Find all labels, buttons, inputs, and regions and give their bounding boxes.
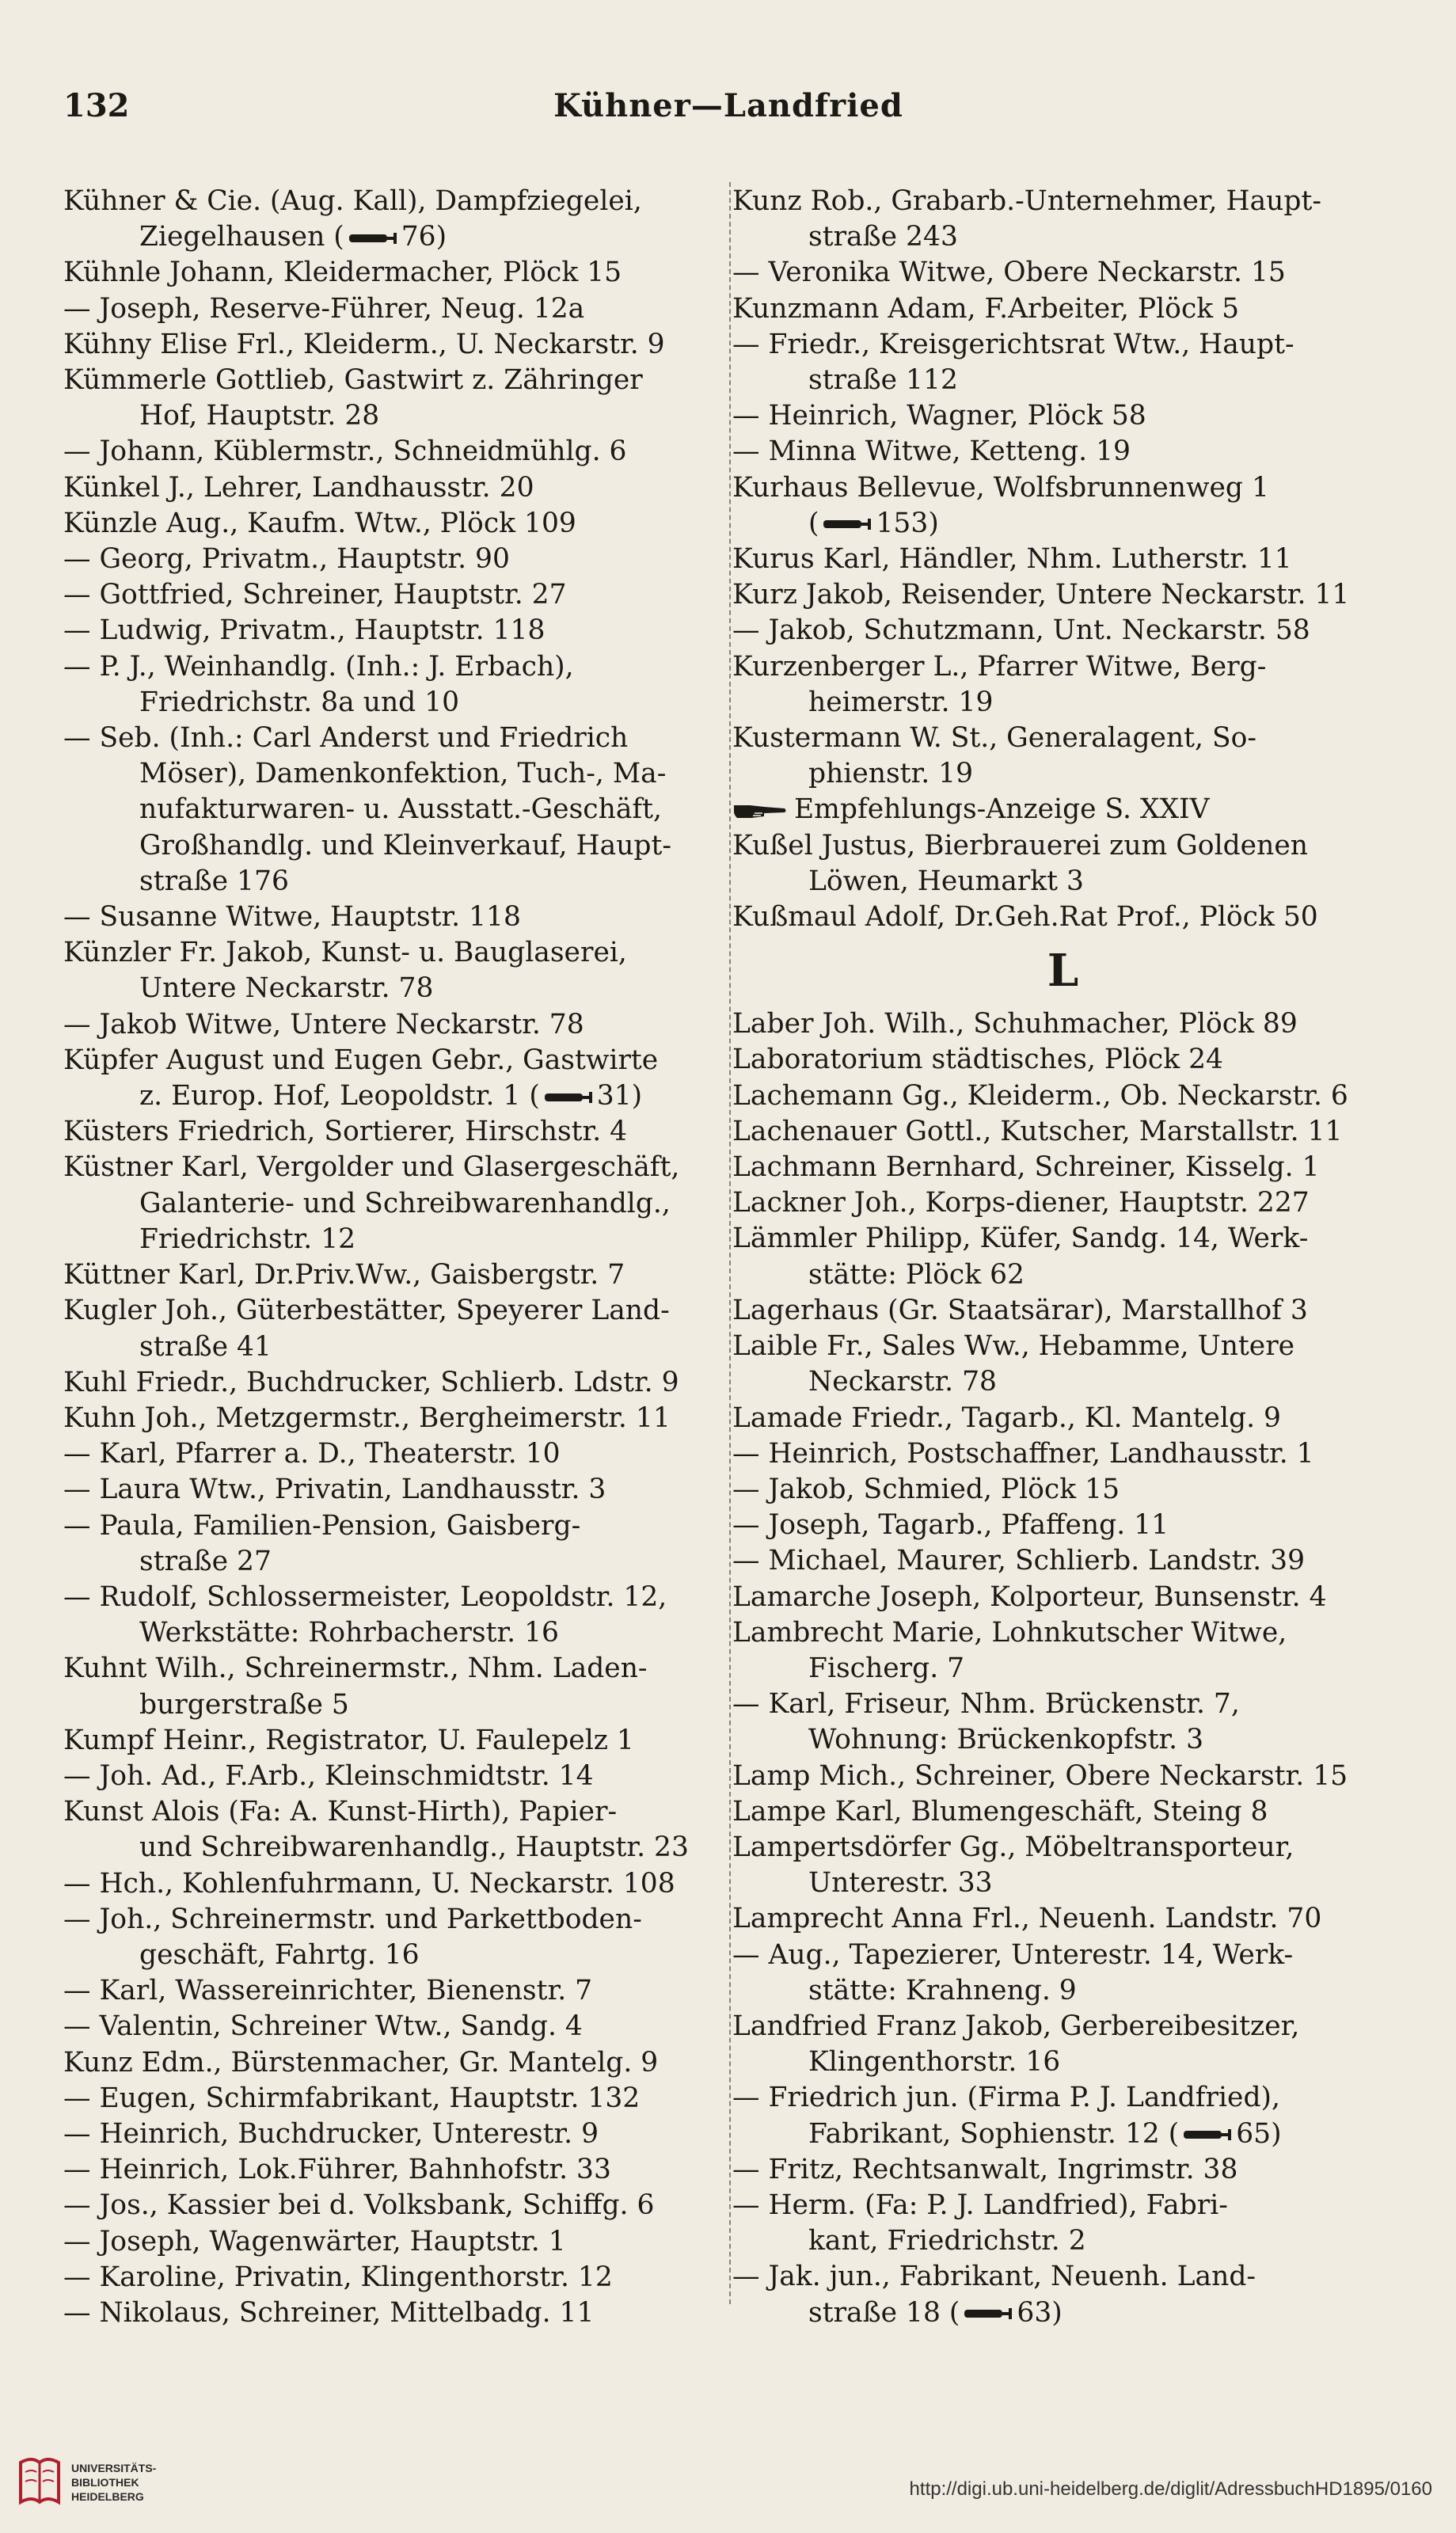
page-header: [63, 87, 1393, 135]
entry-text: heimerstr. 19: [808, 686, 994, 718]
entry-text: — Joseph, Reserve-Führer, Neug. 12a: [63, 292, 585, 325]
entry-text: — Friedr., Kreisgerichtsrat Wtw., Haupt-: [732, 328, 1294, 360]
entry-text: Unterestr. 33: [808, 1867, 993, 1900]
entry-text: Kurus Karl, Händler, Nhm. Lutherstr. 11: [732, 543, 1292, 576]
directory-entry-line: [63, 2295, 724, 2331]
entry-text: — Gottfried, Schreiner, Hauptstr. 27: [63, 579, 567, 611]
directory-entry-line: [63, 1257, 724, 1293]
entry-text: Lagerhaus (Gr. Staatsärar), Marstallhof 3: [732, 1294, 1308, 1326]
entry-text: Kurzenberger L., Pfarrer Witwe, Berg-: [732, 650, 1267, 683]
entry-text: — Aug., Tapezierer, Unterestr. 14, Werk-: [732, 1938, 1294, 1971]
entry-text: — Jakob, Schmied, Plöck 15: [732, 1473, 1120, 1505]
directory-entry-line: [732, 1221, 1393, 1257]
entry-text: Fabrikant, Sophienstr. 12 (: [808, 2117, 1180, 2150]
entry-text: Lamprecht Anna Frl., Neuenh. Landstr. 70: [732, 1903, 1322, 1935]
entry-text: Kunz Edm., Bürstenmacher, Gr. Mantelg. 9: [63, 2046, 659, 2079]
directory-entry-line: [732, 721, 1393, 756]
entry-text: Kuhn Joh., Metzgermstr., Bergheimerstr. 11: [63, 1402, 671, 1434]
entry-text: — Rudolf, Schlossermeister, Leopoldstr. 12,: [63, 1580, 667, 1613]
entry-text: Untere Neckarstr. 78: [139, 972, 434, 1005]
directory-entry-line: [732, 1329, 1393, 1364]
directory-entry-line: [732, 756, 1393, 792]
entry-text: Laible Fr., Sales Ww., Hebamme, Untere: [732, 1330, 1295, 1363]
directory-entry-line: [732, 184, 1393, 219]
entry-text: — Valentin, Schreiner Wtw., Sandg. 4: [63, 2010, 583, 2043]
directory-entry-line: [63, 1043, 724, 1078]
entry-text: — Seb. (Inh.: Carl Anderst und Friedrich: [63, 722, 629, 755]
directory-entry-line: [63, 219, 724, 255]
directory-entry-line: [732, 1938, 1393, 1973]
page-number: 132: [63, 87, 130, 124]
entry-text: straße 18 (: [808, 2296, 960, 2329]
entry-text: — Eugen, Schirmfabrikant, Hauptstr. 132: [63, 2082, 641, 2114]
entry-text: — Laura Wtw., Privatin, Landhausstr. 3: [63, 1474, 606, 1506]
entry-text: — Karoline, Privatin, Klingenthorstr. 12: [63, 2261, 613, 2293]
entry-text: Lampe Karl, Blumengeschäft, Steing 8: [732, 1795, 1268, 1827]
directory-entry-line: [63, 1114, 724, 1150]
entry-text: Wohnung: Brückenkopfstr. 3: [808, 1724, 1204, 1756]
directory-entry-line: [63, 1723, 724, 1759]
directory-entry-line: [732, 542, 1393, 577]
directory-entry-line: [732, 1114, 1393, 1150]
directory-entry-line: [732, 1150, 1393, 1185]
entry-text: Neckarstr. 78: [808, 1366, 997, 1398]
entry-text: — P. J., Weinhandlg. (Inh.: J. Erbach),: [63, 650, 574, 683]
directory-entry-line: [732, 470, 1393, 506]
directory-entry-line: [63, 899, 724, 935]
entry-text: burgerstraße 5: [139, 1688, 349, 1721]
entry-text: Lambrecht Marie, Lohnkutscher Witwe,: [732, 1616, 1287, 1649]
entry-text: straße 41: [139, 1330, 272, 1363]
directory-entry-line: [732, 1185, 1393, 1221]
directory-entry-line: [732, 398, 1393, 434]
entry-text: — Karl, Pfarrer a. D., Theaterstr. 10: [63, 1438, 561, 1470]
directory-entry-line: [732, 1901, 1393, 1937]
telephone-icon: [348, 232, 398, 245]
entry-text: kant, Friedrichstr. 2: [808, 2225, 1086, 2257]
directory-entry-line: [732, 2080, 1393, 2116]
directory-entry-line: [63, 2117, 724, 2152]
directory-entry-line: [63, 1329, 724, 1365]
directory-entry-line: [63, 2152, 724, 2188]
entry-text: — Karl, Friseur, Nhm. Brückenstr. 7,: [732, 1688, 1240, 1721]
entry-text: — Michael, Maurer, Schlierb. Landstr. 39: [732, 1545, 1306, 1577]
phone-number: 63): [1017, 2296, 1063, 2329]
directory-entry-line: [63, 1794, 724, 1830]
entry-text: Kustermann W. St., Generalagent, So-: [732, 722, 1257, 755]
directory-entry-line: [732, 1078, 1393, 1114]
directory-entry-line: [732, 1722, 1393, 1758]
entry-text: — Jakob Witwe, Untere Neckarstr. 78: [63, 1008, 584, 1040]
entry-text: Kußel Justus, Bierbrauerei zum Goldenen: [732, 829, 1308, 861]
directory-entry-line: [732, 2152, 1393, 2188]
entry-text: Laboratorium städtisches, Plöck 24: [732, 1044, 1223, 1076]
entry-text: Kümmerle Gottlieb, Gastwirt z. Zähringer: [63, 364, 643, 397]
entry-text: — Joseph, Wagenwärter, Hauptstr. 1: [63, 2225, 566, 2257]
directory-entry-line: [732, 1615, 1393, 1651]
entry-text: Künzle Aug., Kaufm. Wtw., Plöck 109: [63, 507, 576, 539]
entry-text: Laber Joh. Wilh., Schuhmacher, Plöck 89: [732, 1008, 1298, 1040]
entry-text: Klingenthorstr. 16: [808, 2046, 1061, 2079]
directory-entry-line: [732, 2223, 1393, 2259]
directory-entry-line: [63, 649, 724, 685]
directory-entry-line: [63, 1472, 724, 1508]
directory-entry-line: [63, 1293, 724, 1329]
library-name-line: BIBLIOTHEK: [71, 2476, 139, 2489]
directory-entry-line: [63, 2009, 724, 2044]
directory-entry-line: [732, 363, 1393, 398]
directory-entry-line: [63, 1365, 724, 1401]
entry-text: stätte: Plöck 62: [808, 1258, 1025, 1291]
directory-entry-line: [63, 971, 724, 1006]
entry-text: Kumpf Heinr., Registrator, U. Faulepelz 1: [63, 1724, 634, 1756]
entry-text: straße 27: [139, 1545, 272, 1577]
directory-entry-line: [63, 542, 724, 577]
entry-text: Ziegelhausen (: [139, 221, 344, 253]
phone-number: 76): [401, 221, 447, 253]
entry-text: Möser), Damenkonfektion, Tuch-, Ma-: [139, 758, 667, 790]
entry-text: — Minna Witwe, Ketteng. 19: [732, 435, 1131, 468]
library-seal-icon: [16, 2455, 63, 2512]
directory-entry-line: [732, 613, 1393, 648]
directory-entry-line: [732, 685, 1393, 721]
directory-entry-line: [63, 1938, 724, 1973]
entry-text: straße 112: [808, 364, 958, 397]
entry-text: Küpfer August und Eugen Gebr., Gastwirte: [63, 1044, 659, 1076]
telephone-icon: [1182, 2128, 1233, 2141]
entry-text: Kunz Rob., Grabarb.-Unternehmer, Haupt-: [732, 185, 1321, 217]
entry-text: Löwen, Heumarkt 3: [808, 865, 1084, 897]
entry-text: — Heinrich, Postschaffner, Landhausstr. 1: [732, 1437, 1314, 1470]
entry-text: — Joh., Schreinermstr. und Parkettboden-: [63, 1903, 642, 1935]
entry-text: — Veronika Witwe, Obere Neckarstr. 15: [732, 257, 1286, 289]
entry-text: Künzler Fr. Jakob, Kunst- u. Bauglaserei,: [63, 937, 627, 969]
entry-text: — Herm. (Fa: P. J. Landfried), Fabri-: [732, 2189, 1228, 2221]
entry-text: Friedrichstr. 12: [139, 1223, 356, 1255]
directory-entry-line: [63, 577, 724, 613]
entry-text: (: [808, 507, 819, 539]
directory-entry-line: [63, 1830, 724, 1866]
directory-entry-line: [63, 1866, 724, 1902]
directory-entry-line: [732, 1436, 1393, 1472]
entry-text: Kuhl Friedr., Buchdrucker, Schlierb. Ldstr. 9: [63, 1366, 679, 1398]
entry-text: Kußmaul Adolf, Dr.Geh.Rat Prof., Plöck 50: [732, 901, 1318, 934]
directory-entry-line: [63, 1544, 724, 1580]
directory-entry-line: [63, 1150, 724, 1185]
directory-entry-line: [732, 2259, 1393, 2295]
entry-text: Landfried Franz Jakob, Gerbereibesitzer,: [732, 2010, 1300, 2042]
entry-text: Kugler Joh., Güterbestätter, Speyerer Land-: [63, 1295, 670, 1327]
directory-entry-line: [732, 1866, 1393, 1901]
phone-number: 65): [1236, 2117, 1282, 2150]
source-url[interactable]: http://digi.ub.uni-heidelberg.de/diglit/AdressbuchHD1895/0160: [909, 2478, 1432, 2500]
entry-text: Küsters Friedrich, Sortierer, Hirschstr. 4: [63, 1116, 628, 1148]
directory-entry-line: [732, 434, 1393, 470]
directory-entry-line: [63, 756, 724, 792]
directory-entry-line: [63, 1401, 724, 1436]
directory-entry-line: [732, 291, 1393, 327]
directory-entry-line: [63, 864, 724, 899]
entry-text: geschäft, Fahrtg. 16: [139, 1938, 420, 1971]
entry-text: stätte: Krahneng. 9: [808, 1974, 1077, 2006]
entry-text: — Jak. jun., Fabrikant, Neuenh. Land-: [732, 2261, 1256, 2293]
entry-text: — Jos., Kassier bei d. Volksbank, Schiffg. 6: [63, 2189, 655, 2222]
entry-text: — Nikolaus, Schreiner, Mittelbadg. 11: [63, 2296, 595, 2329]
entry-text: Kunzmann Adam, F.Arbeiter, Plöck 5: [732, 292, 1240, 325]
directory-entry-line: [63, 2260, 724, 2295]
directory-entry-line: [732, 1042, 1393, 1078]
directory-entry-line: [732, 1006, 1393, 1042]
directory-entry-line: [732, 1364, 1393, 1400]
directory-entry-line: [63, 1222, 724, 1257]
directory-entry-line: [732, 792, 1393, 827]
directory-entry-line: [63, 1580, 724, 1615]
phone-number: 153): [876, 507, 939, 539]
entry-text: — Karl, Wassereinrichter, Bienenstr. 7: [63, 1975, 593, 2007]
directory-entry-line: [732, 2009, 1393, 2044]
directory-entry-line: [63, 828, 724, 864]
directory-entry-line: [63, 1759, 724, 1794]
entry-text: z. Europ. Hof, Leopoldstr. 1 (: [139, 1080, 540, 1112]
directory-entry-line: [732, 1830, 1393, 1866]
entry-text: Lachmann Bernhard, Schreiner, Kisselg. 1: [732, 1151, 1320, 1184]
entry-text: Kühny Elise Frl., Kleiderm., U. Neckarstr. 9: [63, 328, 665, 360]
directory-entry-line: [732, 2295, 1393, 2331]
entry-text: — Heinrich, Buchdrucker, Unterestr. 9: [63, 2117, 599, 2150]
entry-text: Hof, Hauptstr. 28: [139, 400, 380, 432]
directory-entry-line: [732, 1508, 1393, 1543]
directory-entry-line: [732, 2117, 1393, 2152]
directory-entry-line: [63, 363, 724, 398]
entry-text: Küttner Karl, Dr.Priv.Ww., Gaisbergstr. 7: [63, 1259, 625, 1291]
entry-text: nufakturwaren- u. Ausstatt.-Geschäft,: [139, 793, 662, 826]
directory-entry-line: [732, 1543, 1393, 1579]
directory-entry-line: [732, 1651, 1393, 1687]
directory-entry-line: [63, 2045, 724, 2081]
directory-entry-line: [732, 828, 1393, 864]
right-column: [732, 184, 1393, 2331]
entry-text: Lachenauer Gottl., Kutscher, Marstallstr. 11: [732, 1115, 1343, 1147]
directory-entry-line: [732, 1794, 1393, 1830]
entry-text: Friedrichstr. 8a und 10: [139, 686, 460, 718]
directory-entry-line: [732, 1687, 1393, 1722]
entry-text: Lachemann Gg., Kleiderm., Ob. Neckarstr. 6: [732, 1079, 1348, 1112]
entry-text: — Joh. Ad., F.Arb., Kleinschmidtstr. 14: [63, 1759, 594, 1792]
directory-entry-line: [63, 1615, 724, 1651]
column-divider: [729, 182, 731, 2304]
directory-entry-line: [63, 1902, 724, 1938]
library-name: [71, 2461, 156, 2504]
entry-text: Lamade Friedr., Tagarb., Kl. Mantelg. 9: [732, 1402, 1281, 1434]
directory-entry-line: [63, 935, 724, 971]
directory-entry-line: [63, 613, 724, 648]
directory-entry-line: [63, 1186, 724, 1222]
directory-entry-line: [732, 2044, 1393, 2080]
entry-text: — Paula, Familien-Pension, Gaisberg-: [63, 1509, 581, 1542]
left-column: [63, 184, 724, 2331]
telephone-icon: [543, 1091, 594, 1104]
entry-text: Kunst Alois (Fa: A. Kunst-Hirth), Papier-: [63, 1796, 618, 1828]
telephone-icon: [963, 2307, 1013, 2320]
entry-text: Lamp Mich., Schreiner, Obere Neckarstr. 15: [732, 1759, 1348, 1792]
directory-entry-line: [63, 291, 724, 327]
directory-entry-line: [63, 2188, 724, 2223]
entry-text: — Fritz, Rechtsanwalt, Ingrimstr. 38: [732, 2153, 1238, 2185]
entry-text: Kurhaus Bellevue, Wolfsbrunnenweg 1: [732, 471, 1269, 504]
directory-entry-line: [63, 1508, 724, 1544]
directory-entry-line: [732, 1293, 1393, 1329]
directory-entry-line: [732, 1472, 1393, 1508]
directory-entry-line: [732, 2188, 1393, 2223]
section-letter: L: [1047, 945, 1079, 998]
entry-text: Werkstätte: Rohrbacherstr. 16: [139, 1617, 559, 1649]
entry-text: Kühner & Cie. (Aug. Kall), Dampfziegelei,: [63, 185, 642, 217]
entry-text: Großhandlg. und Kleinverkauf, Haupt-: [139, 829, 672, 861]
directory-entry-line: [63, 184, 724, 219]
entry-text: — Susanne Witwe, Hauptstr. 118: [63, 901, 521, 934]
directory-entry-line: [63, 792, 724, 827]
entry-text: — Johann, Küblermstr., Schneidmühlg. 6: [63, 435, 627, 468]
directory-entry-line: [63, 2081, 724, 2117]
pointing-hand-icon: [732, 801, 788, 821]
directory-entry-line: [63, 1007, 724, 1043]
directory-entry-line: [63, 506, 724, 542]
directory-entry-line: [63, 1651, 724, 1687]
entry-text: Kuhnt Wilh., Schreinermstr., Nhm. Laden-: [63, 1653, 648, 1685]
entry-text: Künkel J., Lehrer, Landhausstr. 20: [63, 471, 534, 504]
entry-text: Kühnle Johann, Kleidermacher, Plöck 15: [63, 257, 622, 289]
running-title: Kühner—Landfried: [553, 87, 903, 124]
entry-text: — Georg, Privatm., Hauptstr. 90: [63, 543, 510, 576]
directory-entry-line: [63, 398, 724, 434]
entry-text: — Friedrich jun. (Firma P. J. Landfried),: [732, 2082, 1280, 2114]
directory-entry-line: [732, 649, 1393, 685]
directory-entry-line: [63, 2224, 724, 2260]
entry-text: Lackner Joh., Korps-diener, Hauptstr. 227: [732, 1187, 1310, 1219]
entry-text: Empfehlungs-Anzeige S. XXIV: [794, 793, 1210, 826]
library-logo: [16, 2455, 253, 2518]
directory-entry-line: [63, 721, 724, 756]
directory-entry-line: [732, 577, 1393, 613]
directory-entry-line: [63, 1436, 724, 1472]
directory-entry-line: [732, 255, 1393, 291]
entry-text: Küstner Karl, Vergolder und Glasergeschäft,: [63, 1151, 680, 1184]
directory-entry-line: [732, 327, 1393, 363]
entry-text: — Jakob, Schutzmann, Unt. Neckarstr. 58: [732, 614, 1310, 647]
entry-text: Fischerg. 7: [808, 1652, 965, 1684]
entry-text: Kurz Jakob, Reisender, Untere Neckarstr. 11: [732, 579, 1350, 611]
entry-text: — Heinrich, Wagner, Plöck 58: [732, 400, 1146, 432]
directory-entry-line: [732, 1401, 1393, 1436]
entry-text: — Hch., Kohlenfuhrmann, U. Neckarstr. 108: [63, 1867, 675, 1900]
directory-entry-line: [63, 255, 724, 291]
entry-text: phienstr. 19: [808, 758, 974, 790]
telephone-icon: [822, 518, 872, 531]
directory-entry-line: [63, 434, 724, 470]
directory-entry-line: [63, 685, 724, 721]
entry-text: — Joseph, Tagarb., Pfaffeng. 11: [732, 1509, 1169, 1542]
entry-text: Lamarche Joseph, Kolporteur, Bunsenstr. 4: [732, 1580, 1327, 1613]
directory-entry-line: [732, 864, 1393, 899]
entry-text: — Ludwig, Privatm., Hauptstr. 118: [63, 614, 546, 647]
library-name-line: HEIDELBERG: [71, 2490, 144, 2503]
directory-entry-line: [732, 219, 1393, 255]
directory-entry-line: [732, 1257, 1393, 1293]
directory-entry-line: [63, 1687, 724, 1723]
directory-entry-line: [732, 1973, 1393, 2009]
directory-entry-line: [63, 470, 724, 506]
directory-entry-line: [732, 506, 1393, 542]
directory-entry-line: [63, 327, 724, 363]
phone-number: 31): [596, 1080, 643, 1112]
entry-text: straße 243: [808, 221, 958, 253]
entry-text: — Heinrich, Lok.Führer, Bahnhofstr. 33: [63, 2154, 611, 2186]
entry-text: und Schreibwarenhandlg., Hauptstr. 23: [139, 1831, 689, 1864]
library-name-line: UNIVERSITÄTS-: [71, 2462, 157, 2474]
directory-entry-line: [732, 1759, 1393, 1794]
entry-text: Lämmler Philipp, Küfer, Sandg. 14, Werk-: [732, 1223, 1309, 1255]
entry-text: Galanterie- und Schreibwarenhandlg.,: [139, 1187, 671, 1219]
entry-text: Lampertsdörfer Gg., Möbeltransporteur,: [732, 1831, 1294, 1863]
directory-entry-line: [63, 1973, 724, 2009]
directory-entry-line: [63, 1078, 724, 1114]
directory-entry-line: [732, 899, 1393, 935]
entry-text: straße 176: [139, 865, 289, 897]
directory-entry-line: [732, 1580, 1393, 1615]
